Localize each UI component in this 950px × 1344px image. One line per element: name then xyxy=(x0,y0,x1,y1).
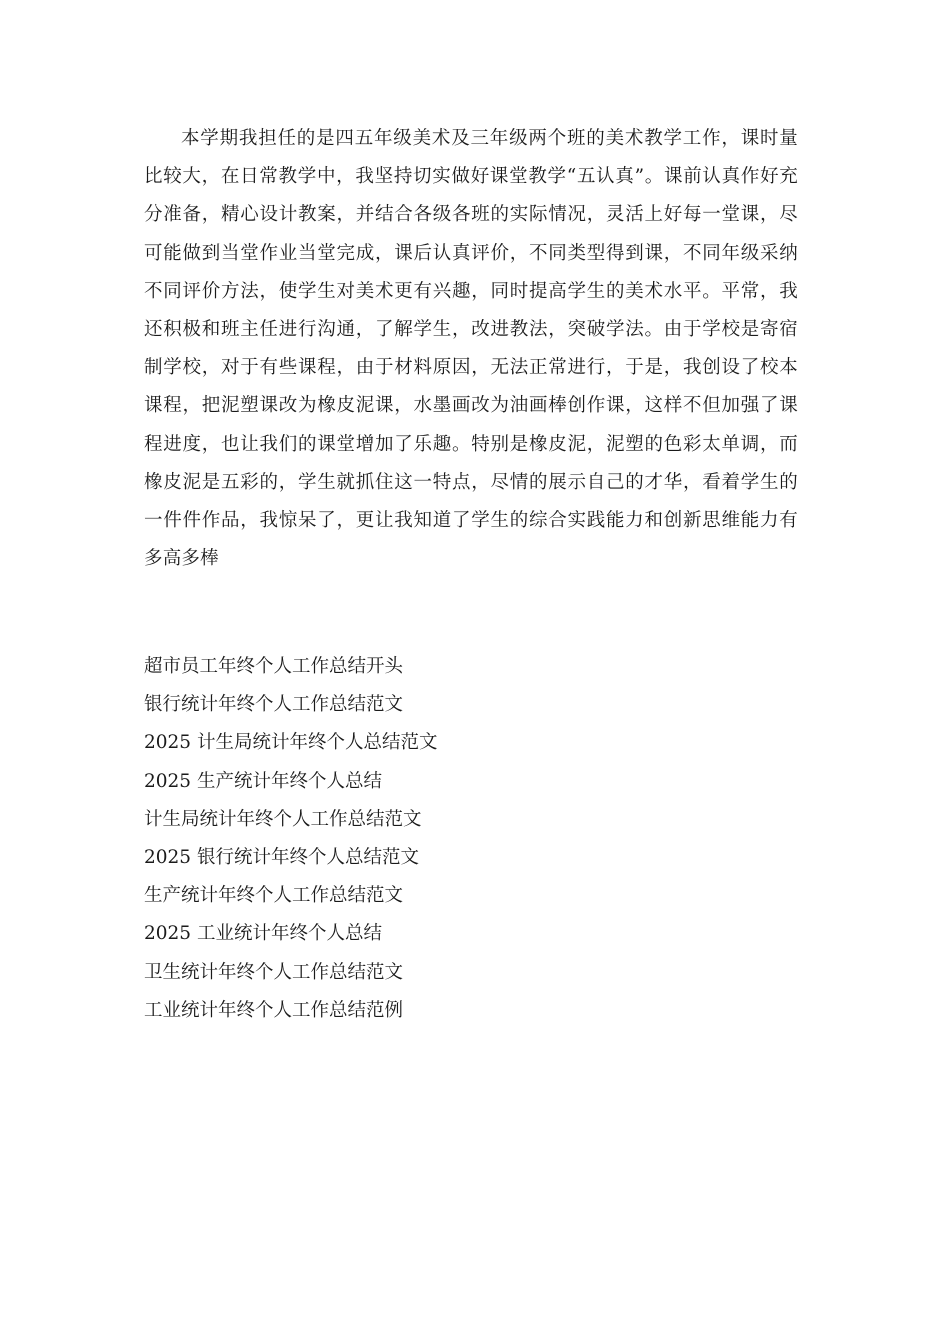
list-item: 2025 银行统计年终个人总结范文 xyxy=(144,847,419,869)
list-item: 2025 计生局统计年终个人总结范文 xyxy=(144,732,438,754)
list-item: 生产统计年终个人工作总结范文 xyxy=(144,885,404,907)
list-item: 2025 工业统计年终个人总结 xyxy=(144,923,382,945)
list-item: 超市员工年终个人工作总结开头 xyxy=(144,656,404,677)
list-item: 卫生统计年终个人工作总结范文 xyxy=(144,961,404,983)
list-item: 银行统计年终个人工作总结范文 xyxy=(144,694,404,716)
related-titles-list xyxy=(144,648,437,1030)
list-item: 工业统计年终个人工作总结范例 xyxy=(144,999,404,1021)
list-item: 2025 生产统计年终个人总结 xyxy=(144,770,382,792)
body-paragraph: 本学期我担任的是四五年级美术及三年级两个班的美术教学工作，课时量比较大，在日常教学中，我坚持切实做好课堂教学“五认真”。课前认真作好充分准备，精心设计教案，并结合各级各班的实际情况，灵活上好每一堂课，尽可能做到当堂作业当堂完成，课后认真评价，不同类型得到课，不同年级采纳不同评价方法，使学生对美术更有兴趣，同时提高学生的美术水平。平常，我还积极和班主任进行沟通，了解学生，改进教法，突破学法。由于学校是寄宿制学校，对于有些课程，由于材料原因，无法正常进行，于是，我创设了校本课程，把泥塑课改为橡皮泥课，水墨画改为油画棒创作课，这样不但加强了课程进度，也让我们的课堂增加了乐趣。特别是橡皮泥，泥塑的色彩太单调，而橡皮泥是五彩的，学生就抓住这一特点，尽情的展示自己的才华，看着学生的一件件作品，我惊呆了，更让我知道了学生的综合实践能力和创新思维能力有多高多棒 xyxy=(144,128,798,570)
list-item: 计生局统计年终个人工作总结范文 xyxy=(144,808,422,830)
